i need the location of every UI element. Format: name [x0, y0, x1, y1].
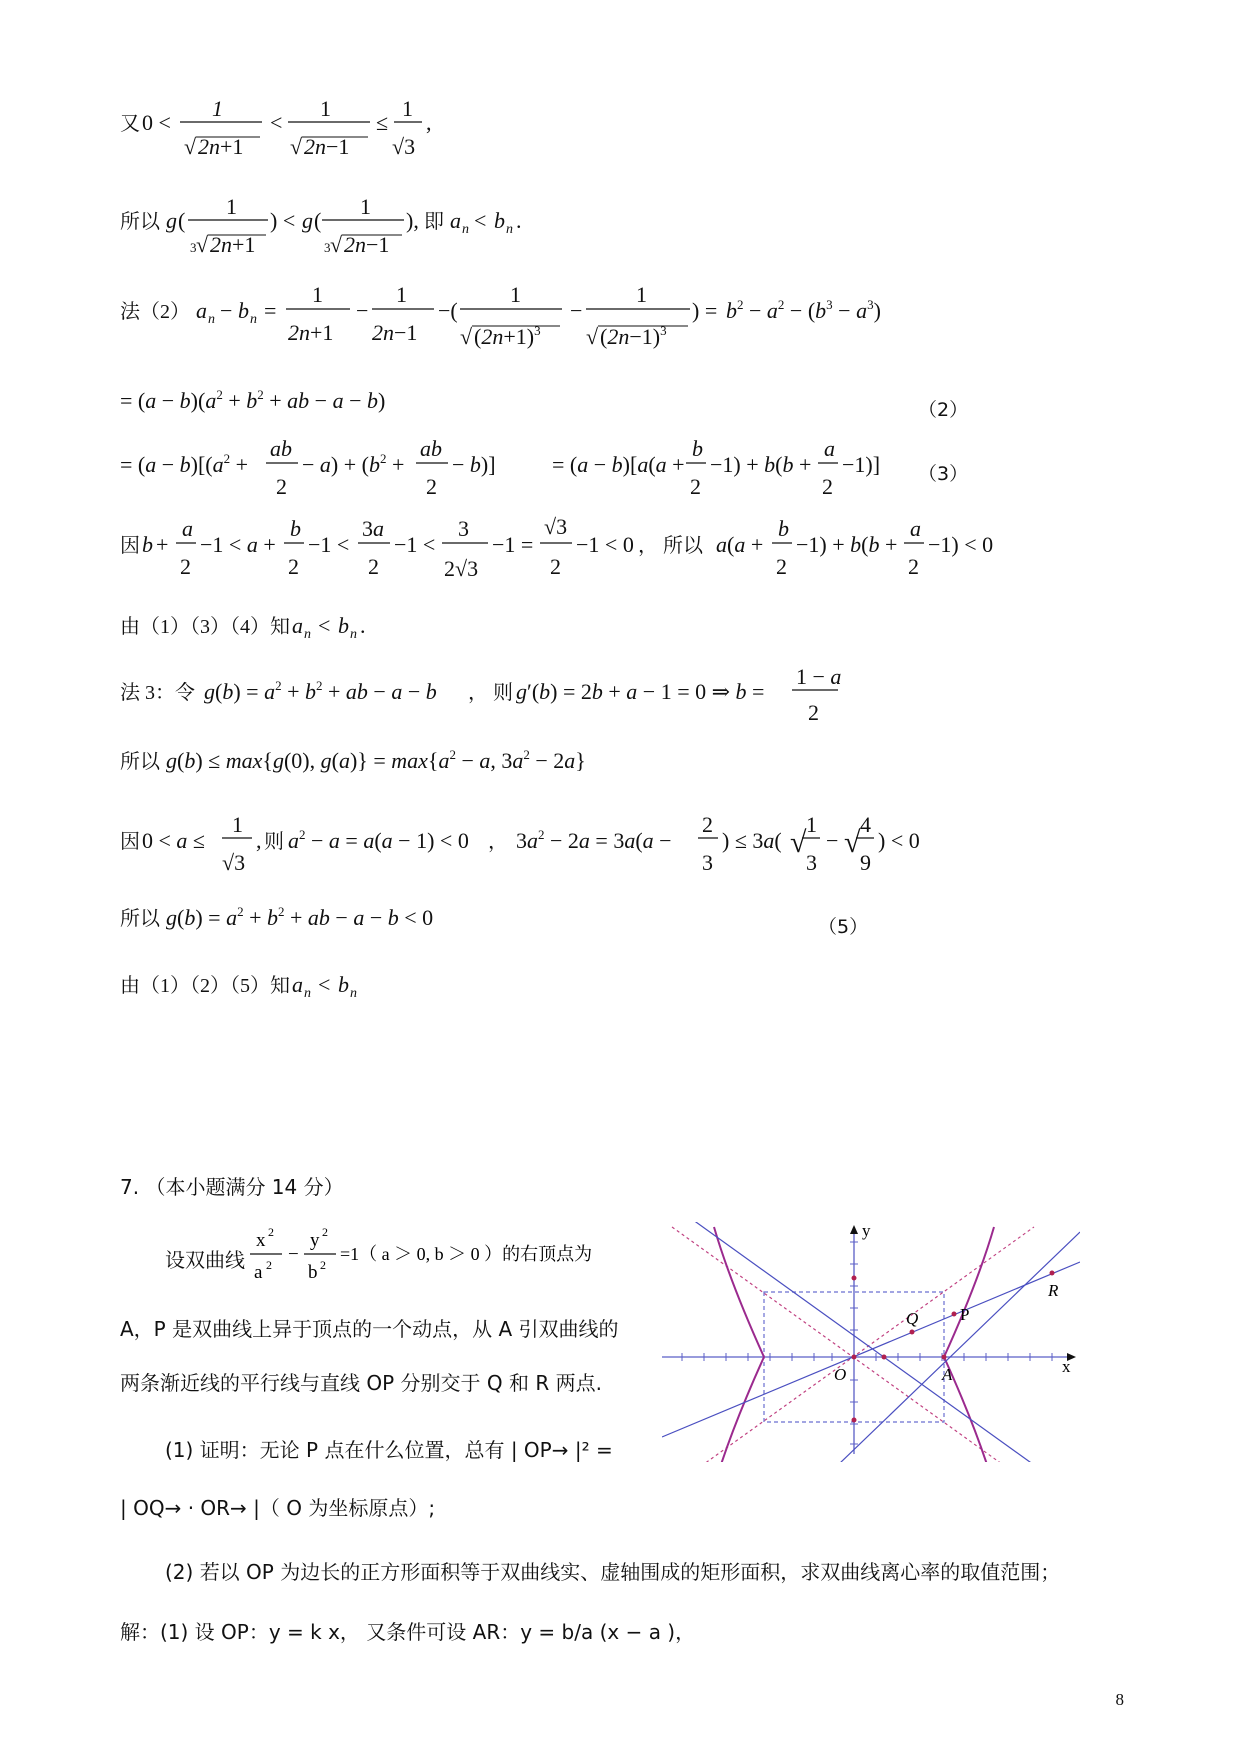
svg-text:√3: √3 [392, 134, 416, 159]
svg-text:由（1）（2）（5）知: 由（1）（2）（5）知 [120, 975, 290, 997]
svg-text:√: √ [290, 134, 303, 159]
svg-text:b: b [308, 1262, 318, 1283]
equation-tag-5: （5） [818, 916, 869, 938]
svg-text:) ≤ 3a(: ) ≤ 3a( [722, 828, 782, 853]
svg-text:2: 2 [268, 1225, 274, 1239]
hyperbola-right-branch [944, 1227, 994, 1462]
solution-line: 解：(1) 设 OP：y = k x， 又条件可设 AR：y = b/a (x − a )， [120, 1620, 696, 1644]
svg-text:2: 2 [702, 812, 713, 837]
svg-text:因: 因 [120, 535, 140, 557]
svg-text:9: 9 [860, 850, 871, 875]
svg-text:√: √ [196, 232, 209, 257]
svg-text:b: b [338, 972, 349, 997]
svg-text:1: 1 [212, 96, 223, 121]
svg-text:，: ， [488, 831, 508, 853]
svg-text:1: 1 [232, 812, 243, 837]
svg-text:2: 2 [808, 700, 819, 725]
svg-text:),: ), [406, 208, 419, 233]
svg-text:1: 1 [402, 96, 413, 121]
svg-text:b: b [338, 613, 349, 638]
svg-text:n: n [304, 627, 311, 642]
label-O: O [834, 1365, 847, 1384]
svg-text:) <: ) < [270, 208, 296, 233]
svg-text:b: b [494, 208, 505, 233]
point-R [1050, 1271, 1055, 1276]
svg-text:g: g [302, 208, 313, 233]
svg-text:法 3：令: 法 3：令 [120, 682, 195, 704]
svg-text:n: n [208, 312, 215, 327]
problem-heading: 7. （本小题满分 14 分） [120, 1175, 344, 1199]
svg-text:g(b) = a2 + b2 + ab − a − b: $g(b) = a^2 + b^2$ + ab − a − b [204, 678, 437, 704]
svg-text:1: 1 [510, 282, 521, 307]
svg-text:2: 2 [180, 554, 191, 579]
svg-text:2n−1: 2n−1 [372, 320, 418, 345]
svg-text:2: 2 [776, 554, 787, 579]
svg-text:,: , [426, 110, 432, 135]
svg-text:√3: √3 [544, 514, 568, 539]
svg-text:2n−1: 2n−1 [344, 232, 390, 257]
svg-text:2: 2 [266, 1258, 272, 1272]
svg-text:则: 则 [264, 831, 284, 853]
svg-text:2n−1: 2n−1 [304, 134, 350, 159]
svg-text:3: 3 [190, 240, 197, 255]
svg-text:√: √ [586, 324, 599, 349]
svg-text:−: − [570, 298, 583, 323]
svg-text:,: , [256, 828, 262, 853]
svg-text:a2 − a = a(a − 1) < 0: $a^2 - a = a(a - 1) < 0$ [288, 827, 469, 853]
svg-text:ab: ab [420, 436, 442, 461]
svg-text:1: 1 [396, 282, 407, 307]
svg-text:2: 2 [822, 474, 833, 499]
svg-text:， 所以: ， 所以 [638, 535, 703, 557]
svg-text:3: 3 [324, 240, 331, 255]
svg-text:a: a [292, 972, 303, 997]
problem-part-1a: (1) 证明：无论 P 点在什么位置，总有 | OP→ |² = [165, 1438, 613, 1462]
svg-text:.: . [360, 613, 366, 638]
svg-text:2: 2 [322, 1225, 328, 1239]
hyperbola-equation [248, 1222, 648, 1286]
svg-text:4: 4 [860, 812, 871, 837]
svg-text:b: b [692, 436, 703, 461]
svg-text:3: 3 [702, 850, 713, 875]
line-AR [812, 1232, 1080, 1462]
svg-text:<: < [318, 972, 331, 997]
line-AQ [682, 1222, 1080, 1462]
svg-text:.: . [516, 208, 522, 233]
point-Q [910, 1330, 915, 1335]
svg-text:g: g [166, 208, 177, 233]
svg-text:√: √ [330, 232, 343, 257]
svg-text:2: 2 [690, 474, 701, 499]
svg-text:2: 2 [320, 1258, 326, 1272]
svg-text:3a: 3a [362, 516, 384, 541]
svg-text:−1 <: −1 < [308, 532, 350, 557]
svg-text:y: y [310, 1230, 320, 1251]
svg-text:0 <: 0 < [142, 110, 171, 135]
svg-text:n: n [350, 986, 357, 1001]
svg-text:√3: √3 [222, 850, 246, 875]
point-A [942, 1355, 947, 1360]
svg-text:3a2 − 2a = 3a(a −: $3a^2 - 2a = 3a(a$ − [516, 827, 672, 853]
label-Q: Q [906, 1309, 919, 1328]
svg-text:= (a − b)(a2 + b2 + ab − a − b: = $(a - b)(a^2 + b^2$ + ab − a − b) [120, 387, 386, 413]
svg-text:−1 < 0: −1 < 0 [576, 532, 634, 557]
svg-text:a: a [182, 516, 193, 541]
svg-text:1: 1 [226, 194, 237, 219]
svg-text:1: 1 [312, 282, 323, 307]
svg-text:(2n−1)3: $(2n-1)^3$ [600, 323, 667, 349]
svg-text:b2 − a2 − (b3 − a3): $b^2 - a^2 - (b^3 - a^3)$ [726, 297, 881, 323]
svg-text:0 < a ≤: 0 < a ≤ [142, 828, 205, 853]
svg-text:n: n [506, 222, 513, 237]
svg-text:(2n+1)3: $(2n+1)^3$ [474, 323, 541, 349]
svg-text:n: n [304, 986, 311, 1001]
svg-text:g(b) ≤ max{g(0), g(a)} = max{a: g(b) ≤ max{g(0), $g(a)\} = \max\{a^2 - a$, $3a^2 - 2a$} [166, 747, 586, 773]
svg-text:1 − a: 1 − a [796, 664, 842, 689]
svg-text:≤: ≤ [376, 110, 389, 135]
svg-text:由（1）（3）（4）知: 由（1）（3）（4）知 [120, 616, 290, 638]
svg-text:−1) + b(b +: −1) + b(b + [796, 532, 898, 557]
svg-text:2: 2 [426, 474, 437, 499]
svg-text:2: 2 [288, 554, 299, 579]
svg-text:n: n [250, 312, 257, 327]
svg-text:即: 即 [424, 211, 444, 233]
problem-intro-line-1: 设双曲线 [165, 1248, 245, 1272]
svg-text:法（2）: 法（2） [120, 301, 190, 323]
svg-text:b: b [290, 516, 301, 541]
svg-text:3: 3 [806, 850, 817, 875]
svg-text:因: 因 [120, 831, 140, 853]
svg-text:<: < [474, 208, 487, 233]
svg-text:b: b [778, 516, 789, 541]
svg-text:a: a [292, 613, 303, 638]
svg-text:= (a − b)[(a2 +: = $(a - b)[(a^2$ + [120, 451, 249, 477]
svg-text:x: x [256, 1230, 266, 1251]
svg-text:2: 2 [550, 554, 561, 579]
svg-text:又: 又 [120, 113, 140, 135]
label-R: R [1048, 1281, 1059, 1300]
svg-text:− b)]: − b)] [452, 452, 496, 477]
svg-text:−(: −( [438, 298, 458, 323]
svg-text:n: n [462, 222, 469, 237]
svg-text:ab: ab [270, 436, 292, 461]
svg-text:√: √ [844, 826, 861, 859]
svg-text:a: a [450, 208, 461, 233]
svg-text:√: √ [184, 134, 197, 159]
label-P: P [960, 1305, 970, 1324]
svg-text:所以: 所以 [120, 211, 160, 233]
svg-text:g′(b) = 2b + a − 1 = 0 ⇒ b =: g′(b) = 2b + a − 1 = 0 ⇒ b = [516, 679, 765, 704]
svg-text:3: 3 [458, 516, 469, 541]
point-O [852, 1355, 857, 1360]
svg-text:− a) + (b2 +: − $a) + (b^2$ + [302, 451, 405, 477]
svg-text:−: − [356, 298, 369, 323]
svg-text:√: √ [790, 826, 807, 859]
svg-text:=1（ a ＞ 0, b ＞ 0 ）的右顶点为: =1（ a ＞ 0, b ＞ 0 ）的右顶点为 [340, 1244, 593, 1264]
problem-intro-line-2: A，P 是双曲线上异于顶点的一个动点，从 A 引双曲线的 [120, 1317, 619, 1341]
svg-text:2: 2 [908, 554, 919, 579]
hyperbola-figure [662, 1222, 1080, 1462]
svg-text:a: a [196, 298, 207, 323]
svg-text:−1 < a +: −1 < a + [200, 532, 276, 557]
svg-text:所以: 所以 [120, 908, 160, 930]
svg-text:=: = [264, 298, 277, 323]
equation-tag-3: （3） [918, 463, 969, 485]
svg-text:(: ( [314, 208, 322, 233]
svg-text:) =: ) = [692, 298, 718, 323]
svg-text:−1)]: −1)] [842, 452, 881, 477]
svg-text:所以: 所以 [120, 751, 160, 773]
svg-text:g(b) = a2 + b2 + ab − a − b <: $g(b) = a^2 + b^2$ + ab − a − b < 0 [166, 904, 434, 930]
svg-text:2: 2 [276, 474, 287, 499]
point-extra [882, 1355, 887, 1360]
svg-text:n: n [350, 627, 357, 642]
equation-tag-2: （2） [918, 399, 969, 421]
svg-text:a: a [824, 436, 835, 461]
svg-text:a: a [254, 1262, 263, 1283]
svg-text:2n+1: 2n+1 [210, 232, 256, 257]
svg-text:= (a − b)[a(a +: = (a − b)[a(a + [552, 452, 685, 477]
svg-text:a: a [910, 516, 921, 541]
svg-text:(: ( [178, 208, 186, 233]
svg-text:b: b [142, 532, 153, 557]
svg-text:2n+1: 2n+1 [288, 320, 334, 345]
svg-text:2n+1: 2n+1 [198, 134, 244, 159]
svg-text:， 则: ， 则 [468, 682, 513, 704]
svg-text:<: < [270, 110, 283, 135]
line-OP [662, 1262, 1080, 1437]
svg-text:1: 1 [636, 282, 647, 307]
svg-text:<: < [318, 613, 331, 638]
problem-intro-line-3: 两条渐近线的平行线与直线 OP 分别交于 Q 和 R 两点. [120, 1371, 602, 1395]
label-x: x [1062, 1357, 1071, 1376]
problem-part-1b: | OQ→ · OR→ |（ O 为坐标原点）; [120, 1496, 436, 1520]
svg-text:1: 1 [360, 194, 371, 219]
svg-text:−: − [220, 298, 233, 323]
svg-text:2√3: 2√3 [444, 556, 479, 581]
label-A: A [942, 1365, 953, 1384]
svg-text:−: − [288, 1244, 299, 1265]
point-P [952, 1312, 957, 1317]
svg-text:) < 0: ) < 0 [878, 828, 920, 853]
svg-text:−1) < 0: −1) < 0 [928, 532, 994, 557]
svg-text:−1 =: −1 = [492, 532, 534, 557]
svg-text:2: 2 [368, 554, 379, 579]
svg-text:a(a +: a(a + [716, 532, 764, 557]
svg-text:−1) + b(b +: −1) + b(b + [710, 452, 812, 477]
svg-text:√: √ [460, 324, 473, 349]
svg-text:1: 1 [806, 812, 817, 837]
svg-text:1: 1 [320, 96, 331, 121]
label-y: y [862, 1222, 871, 1240]
svg-text:−1 <: −1 < [394, 532, 436, 557]
svg-text:+: + [156, 532, 169, 557]
svg-text:b: b [238, 298, 249, 323]
page-number: 8 [1115, 1690, 1124, 1709]
problem-part-2: (2) 若以 OP 为边长的正方形面积等于双曲线实、虚轴围成的矩形面积，求双曲线离心率的取值范围； [165, 1560, 1061, 1584]
svg-text:−: − [826, 828, 839, 853]
